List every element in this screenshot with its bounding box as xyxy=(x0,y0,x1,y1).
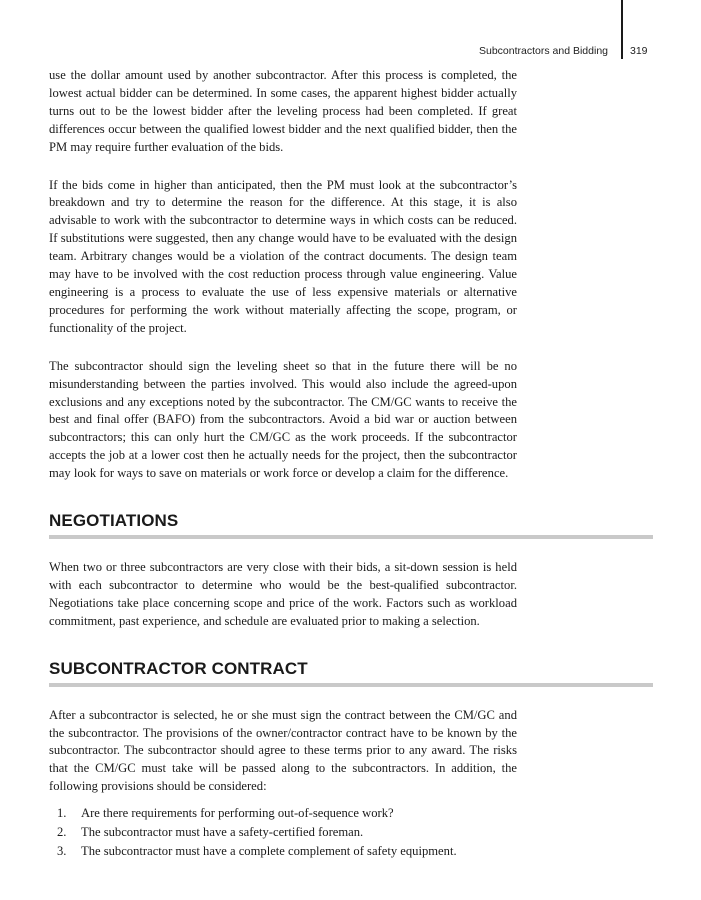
section-rule xyxy=(49,535,653,539)
body-paragraph: After a subcontractor is selected, he or she must sign the contract between the CM/GC and the subcontractor. The provisions of the owner/contractor contract have to be known by the subcontractor. The subcontractor should agree to these terms prior to any award. The risks that the CM/GC must take will be passed along to the subcontractors. In addition, the following provisions should be considered: xyxy=(49,707,517,794)
list-number: 2. xyxy=(57,824,67,839)
list-item xyxy=(49,804,517,823)
section-heading: SUBCONTRACTOR CONTRACT xyxy=(49,658,308,678)
body-paragraph: The subcontractor should sign the leveling sheet so that in the future there will be no misunderstanding between the parties involved. This would also include the agreed-upon exclusions and any exceptions noted by the subcontractor. The CM/GC wants to receive the best and final offer (BAFO) from the subcontractors. Avoid a bid war or auction between subcontractors; this can only hurt the CM/GC as the work proceeds. If the subcontractor accepts the job at a lower cost then he actually needs for the project, then the subcontractor may look for ways to save on materials or work force or develop a claim for the difference. xyxy=(49,358,517,481)
list-number: 1. xyxy=(57,806,67,821)
subcontractor-contract-section xyxy=(49,659,517,861)
running-head: Subcontractors and Bidding xyxy=(479,45,608,57)
list-text: The subcontractor must have a complete complement of safety equipment. xyxy=(81,843,457,858)
section-heading: NEGOTIATIONS xyxy=(49,511,179,531)
body-paragraph: use the dollar amount used by another subcontractor. After this process is completed, the lowest actual bidder can be determined. In some cases, the apparent highest bidder actually turns out to be the lowest bidder after the leveling process had been completed. If great differences occur between the qualified lowest bidder and the next qualified bidder, then the PM may require further evaluation of the bids. xyxy=(49,68,517,154)
page-number: 319 xyxy=(630,45,648,57)
page-body xyxy=(49,67,517,861)
provisions-list xyxy=(49,804,517,860)
list-number: 3. xyxy=(57,843,67,858)
header-divider xyxy=(621,0,623,59)
list-item xyxy=(49,823,517,842)
list-text: Are there requirements for performing out-of-sequence work? xyxy=(81,806,394,821)
body-paragraph: If the bids come in higher than anticipated, then the PM must look at the subcontractor’s breakdown and try to determine the reason for the difference. At this stage, it is also advisable to work with the subcontractor to determine ways in which costs can be reduced. If substitutions were suggested, then any change would have to be evaluated with the design team. Arbitrary changes would be a violation of the contract documents. The design team may have to be involved with the cost reduction process through value engineering. Value engineering is a process to evaluate the use of less expensive materials or alternative procedures for performing the work without materially affecting the scope, program, or functionality of the project. xyxy=(49,177,517,335)
negotiations-section xyxy=(49,511,517,631)
section-rule xyxy=(49,683,653,687)
list-text: The subcontractor must have a safety-certified foreman. xyxy=(81,824,364,839)
list-item xyxy=(49,842,517,861)
body-paragraph: When two or three subcontractors are very close with their bids, a sit-down session is held with each subcontractor to determine who would be the best-qualified subcontractor. Negotiations take place concerning scope and price of the work. Factors such as workload commitment, past experience, and schedule are evaluated prior to making a selection. xyxy=(49,560,517,628)
